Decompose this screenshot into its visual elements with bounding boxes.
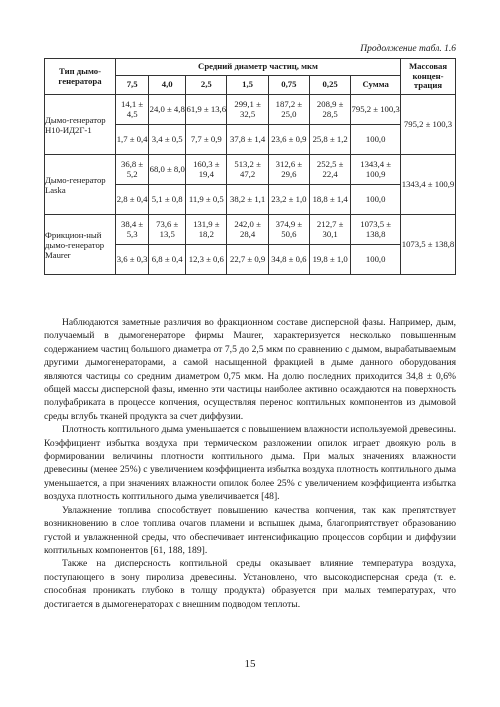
cell-value: 1343,4 ± 100,9: [351, 155, 401, 185]
cell-value: 252,5 ± 22,4: [310, 155, 351, 185]
cell-value: 131,9 ± 18,2: [186, 215, 227, 245]
cell-percent: 1,7 ± 0,4: [116, 125, 149, 155]
cell-percent: 3,6 ± 0,3: [116, 245, 149, 275]
cell-value: 208,9 ± 28,5: [310, 95, 351, 125]
mass-concentration-value: 1343,4 ± 100,9: [401, 155, 456, 215]
cell-percent: 34,8 ± 0,6: [268, 245, 309, 275]
cell-value: 1073,5 ± 138,8: [351, 215, 401, 245]
cell-percent: 6,8 ± 0,4: [149, 245, 186, 275]
cell-value: 61,9 ± 13,6: [186, 95, 227, 125]
cell-percent: 2,8 ± 0,4: [116, 185, 149, 215]
particle-size-table: [44, 58, 456, 275]
cell-value: 73,6 ± 13,5: [149, 215, 186, 245]
cell-percent: 25,8 ± 1,2: [310, 125, 351, 155]
cell-value: 795,2 ± 100,3: [351, 95, 401, 125]
cell-value: 36,8 ± 5,2: [116, 155, 149, 185]
cell-percent: 37,8 ± 1,4: [227, 125, 268, 155]
cell-percent: 23,2 ± 1,0: [268, 185, 309, 215]
generator-name: Дымо-генератор Laska: [45, 155, 116, 215]
cell-percent: 19,8 ± 1,0: [310, 245, 351, 275]
cell-value: 513,2 ± 47,2: [227, 155, 268, 185]
cell-percent: 38,2 ± 1,1: [227, 185, 268, 215]
body-text: [44, 316, 456, 611]
header-size: 4,0: [149, 76, 186, 95]
paragraph: Увлажнение топлива способствует повышению качества копчения, так как препятствует возникновению в слое топлива очагов пламени и вспышек дыма, благоприятствует образованию густой и увлажненной среды, что обеспечивает интенсификацию процессов сорбции и диффузии коптильных компонентов [61, 188, 189].: [44, 504, 456, 556]
cell-percent: 100,0: [351, 245, 401, 275]
cell-value: 374,9 ± 50,6: [268, 215, 309, 245]
cell-percent: 11,9 ± 0,5: [186, 185, 227, 215]
cell-percent: 100,0: [351, 185, 401, 215]
cell-value: 187,2 ± 25,0: [268, 95, 309, 125]
cell-percent: 7,7 ± 0,9: [186, 125, 227, 155]
cell-percent: 23,6 ± 0,9: [268, 125, 309, 155]
cell-percent: 3,4 ± 0,5: [149, 125, 186, 155]
generator-name: Фрикцион-ный дымо-генератор Maurer: [45, 215, 116, 275]
mass-concentration-value: 795,2 ± 100,3: [401, 95, 456, 155]
cell-value: 14,1 ± 4,5: [116, 95, 149, 125]
header-generator-type: Тип дымо-генератора: [45, 59, 116, 95]
cell-percent: 18,8 ± 1,4: [310, 185, 351, 215]
header-diameter-group: Средний диаметр частиц, мкм: [116, 59, 401, 76]
mass-concentration-value: 1073,5 ± 138,8: [401, 215, 456, 275]
paragraph: Плотность коптильного дыма уменьшается с повышением влажности используемой древесины. Коэффициент избытка воздуха при термическом разложении опилок играет двоякую роль в формировании величины плотности коптильного дыма. При малых значениях влажности древесины (менее 25%) с увеличением коэффициента избытка воздуха плотность коптильного дыма уменьшается, а при значениях влажности опилок более 25% с увеличением коэффициента избытка воздуха плотность коптильного дыма увеличивается [48].: [44, 424, 456, 503]
cell-value: 68,0 ± 8,0: [149, 155, 186, 185]
header-size: 0,25: [310, 76, 351, 95]
cell-value: 24,0 ± 4,8: [149, 95, 186, 125]
cell-value: 312,6 ± 29,6: [268, 155, 309, 185]
cell-value: 38,4 ± 5,3: [116, 215, 149, 245]
generator-name: Дымо-генератор Н10-ИД2Г-1: [45, 95, 116, 155]
header-size: 1,5: [227, 76, 268, 95]
paragraph: Также на дисперсность коптильной среды оказывает влияние температура воздуха, поступающего в зону пиролиза древесины. Установлено, что высокодисперсная среда (т. е. способная проникать глубоко в толщу продукта) образуется при малых температурах, что достигается в дымогенераторах с внешним подводом теплоты.: [44, 558, 456, 610]
page-number: 15: [244, 658, 256, 670]
cell-value: 299,1 ± 32,5: [227, 95, 268, 125]
cell-value: 212,7 ± 30,1: [310, 215, 351, 245]
cell-percent: 22,7 ± 0,9: [227, 245, 268, 275]
header-size: 0,75: [268, 76, 309, 95]
cell-percent: 100,0: [351, 125, 401, 155]
cell-percent: 5,1 ± 0,8: [149, 185, 186, 215]
cell-value: 160,3 ± 19,4: [186, 155, 227, 185]
header-mass-concentration: Массовая концен-трация: [401, 59, 456, 95]
paragraph: Наблюдаются заметные различия во фракционном составе дисперсной фазы. Например, дым, получаемый в дымогенераторе фирмы Maurer, характеризуется несколько повышенным содержанием частиц большого диаметра от 7,5 до 2,5 мкм по сравнению с дымом, вырабатываемым другими дымогенераторами, а самой насыщенной фракцией в дыме данного оборудования являются частицы со средним диаметром 0,75 мкм. На долю последних приходится 34,8 ± 0,6% общей массы дисперсной фазы, именно эти частицы наиболее активно осаждаются на поверхность полуфабриката в процессе копчения, осуществляя перенос коптильных компонентов из дымовой среды вглубь тканей продукта за счет диффузии.: [44, 317, 456, 422]
header-size: 7,5: [116, 76, 149, 95]
cell-percent: 12,3 ± 0,6: [186, 245, 227, 275]
cell-value: 242,0 ± 28,4: [227, 215, 268, 245]
header-size: Сумма: [351, 76, 401, 95]
table-continuation-label: Продолжение табл. 1.6: [360, 44, 456, 54]
header-size: 2,5: [186, 76, 227, 95]
